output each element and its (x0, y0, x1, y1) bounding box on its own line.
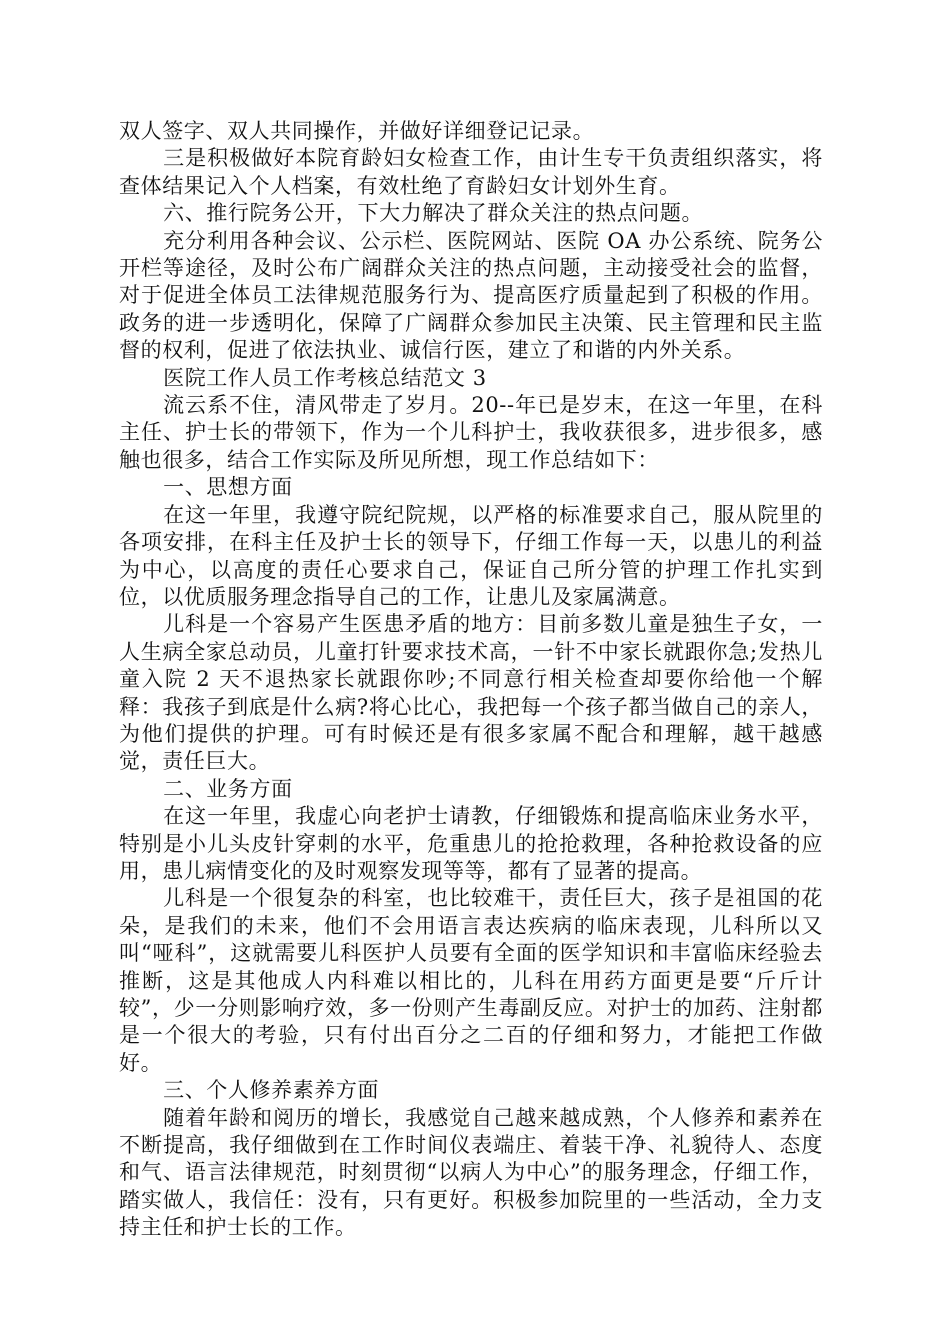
paragraph: 儿科是一个容易产生医患矛盾的地方：目前多数儿童是独生子女，一人生病全家总动员，儿童打针要求技术高，一针不中家长就跟你急;发热儿童入院 2 天不退热家长就跟你吵;不同意行相关检查却要你给他一个解释：我孩子到底是什么病?将心比心，我把每一个孩子都当做自己的亲人，为他们提供的护理。可有时候还是有很多家属不配合和理解，越干越感觉，责任巨大。 (119, 612, 823, 774)
section-heading: 一、思想方面 (163, 475, 293, 500)
document-title: 医院工作人员工作考核总结范文 3 (163, 365, 487, 390)
paragraph: 三是积极做好本院育龄妇女检查工作，由计生专干负责组织落实，将查体结果记入个人档案，有效杜绝了育龄妇女计划外生育。 (119, 146, 823, 198)
paragraph: 在这一年里，我虚心向老护士请教，仔细锻炼和提高临床业务水平，特别是小儿头皮针穿刺的水平，危重患儿的抢抢救理，各种抢救设备的应用，患儿病情变化的及时观察发现等等，都有了显著的提高。 (119, 804, 823, 883)
paragraph: 儿科是一个很复杂的科室，也比较难干，责任巨大，孩子是祖国的花朵，是我们的未来，他们不会用语言表达疾病的临床表现，儿科所以又叫“哑科”，这就需要儿科医护人员要有全面的医学知识和丰富临床经验去推断，这是其他成人内科难以相比的，儿科在用药方面更是要“斤斤计较”，少一分则影响疗效，多一份则产生毒副反应。对护士的加药、注射都是一个很大的考验，只有付出百分之二百的仔细和努力，才能把工作做好。 (119, 886, 823, 1075)
paragraph: 充分利用各种会议、公示栏、医院网站、医院 OA 办公系统、院务公开栏等途径，及时公布广阔群众关注的热点问题，主动接受社会的监督，对于促进全体员工法律规范服务行为、提高医疗质量起到了积极的作用。政务的进一步透明化，保障了广阔群众参加民主决策、民主管理和民主监督的权利，促进了依法执业、诚信行医，建立了和谐的内外关系。 (119, 228, 823, 363)
section-heading: 六、推行院务公开，下大力解决了群众关注的热点问题。 (163, 201, 704, 226)
paragraph: 流云系不住，清风带走了岁月。20--年已是岁末，在这一年里，在科主任、护士长的带领下，作为一个儿科护士，我收获很多，进步很多，感触也很多，结合工作实际及所见所想，现工作总结如下： (119, 393, 823, 472)
section-heading: 二、业务方面 (163, 776, 293, 801)
paragraph: 随着年龄和阅历的增长，我感觉自己越来越成熟，个人修养和素养在不断提高，我仔细做到在工作时间仪表端庄、着装干净、礼貌待人、态度和气、语言法律规范，时刻贯彻“以病人为中心”的服务理念，仔细工作，踏实做人，我信任：没有，只有更好。积极参加院里的一些活动，全力支持主任和护士长的工作。 (119, 1105, 823, 1240)
section-heading: 三、个人修养素养方面 (163, 1078, 380, 1103)
paragraph: 在这一年里，我遵守院纪院规，以严格的标准要求自己，服从院里的各项安排，在科主任及护士长的领导下，仔细工作每一天，以患儿的利益为中心，以高度的责任心要求自己，保证自己所分管的护理工作扎实到位，以优质服务理念指导自己的工作，让患儿及家属满意。 (119, 502, 823, 609)
document-body (119, 118, 823, 1242)
paragraph: 双人签字、双人共同操作，并做好详细登记记录。 (119, 119, 595, 143)
